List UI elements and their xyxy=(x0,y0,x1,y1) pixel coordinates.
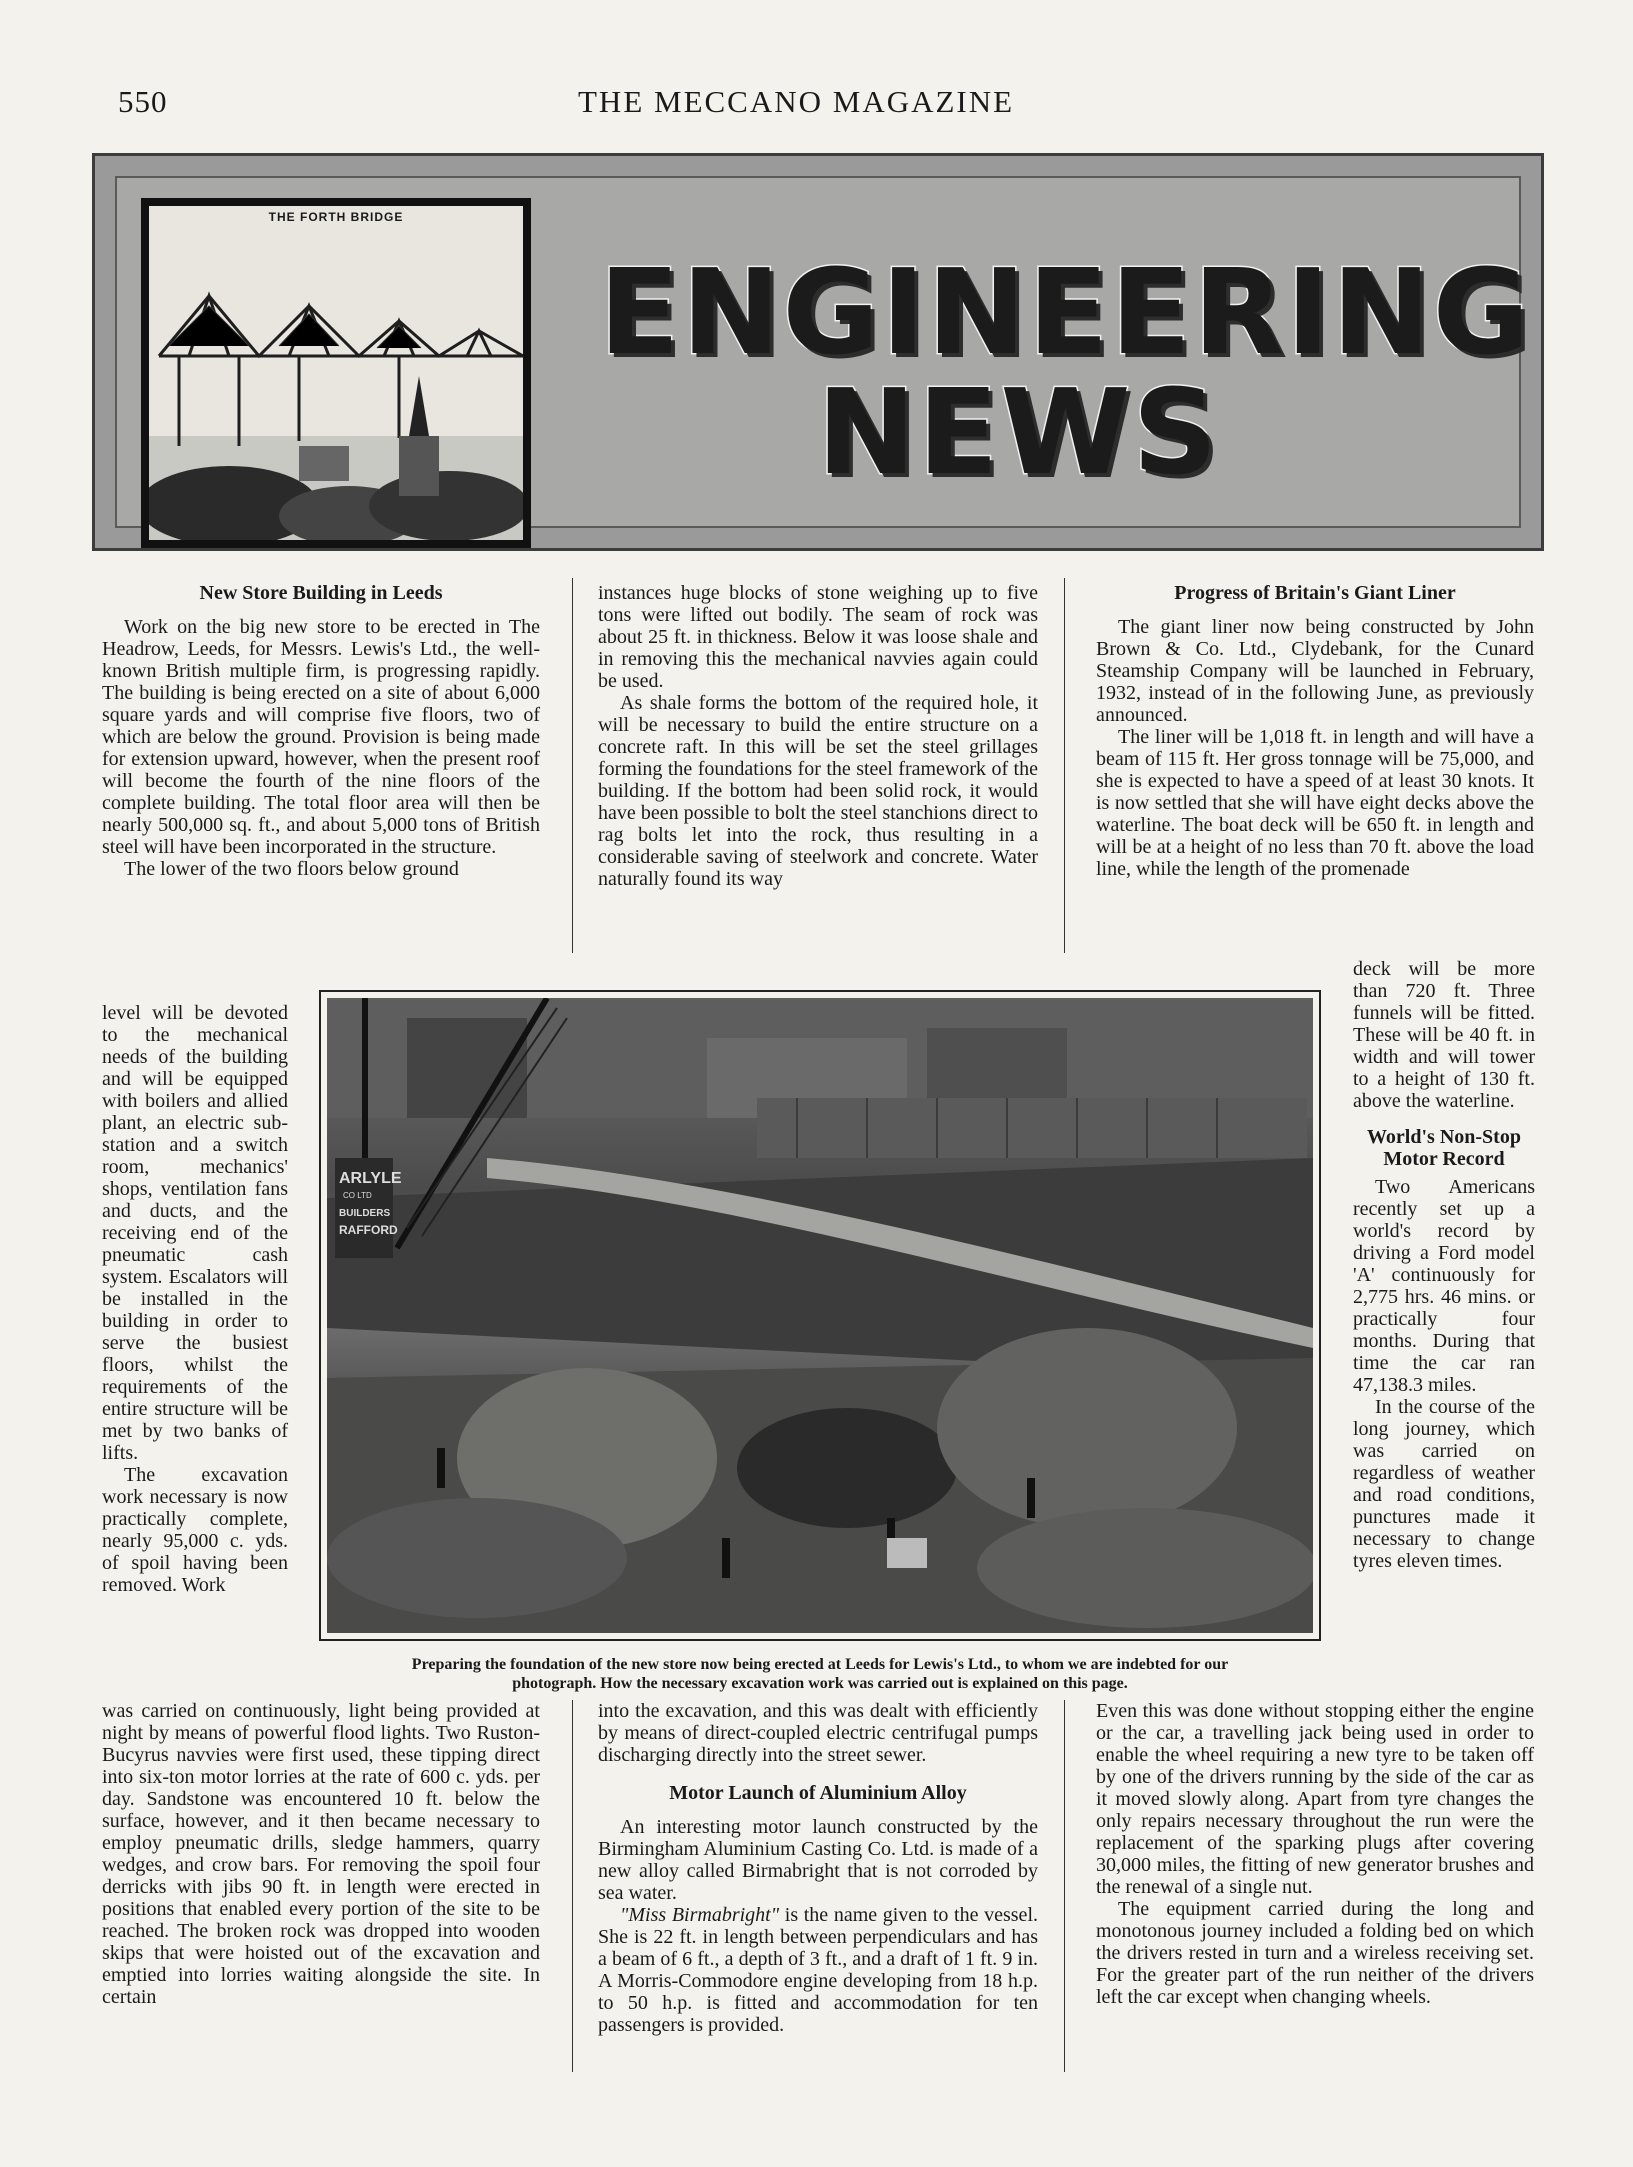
headline-news: NEWS xyxy=(817,363,1220,501)
paragraph xyxy=(598,1904,1038,2036)
caption-line: photograph. How the necessary excavation work was carried out is explained on this page. xyxy=(512,1675,1128,1692)
magazine-title: THE MECCANO MAGAZINE xyxy=(578,84,1015,119)
article-title-launch: Motor Launch of Aluminium Alloy xyxy=(669,1782,967,1804)
article-leeds-top xyxy=(102,582,540,880)
paragraph: Work on the big new store to be erected in The Headrow, Leeds, for Messrs. Lewis's Ltd., the well-known British multiple firm, is progressing rapidly. The building is being erected on a site of about 6,000 square yards and will comprise five floors, two of which are below the ground. Provision is being made for extension upward, however, when the present roof will become the fourth of the nine floors of the complete building. The total floor area will then be nearly 500,000 sq. ft., and about 5,000 tons of British steel will have been incorporated in the structure. xyxy=(102,616,540,858)
photo-caption xyxy=(320,1655,1320,1693)
article-leeds-col2 xyxy=(598,582,1038,890)
caption-line: Preparing the foundation of the new store now being erected at Leeds for Lewis's Ltd., to whom we are indebted for our xyxy=(411,1656,1229,1673)
excavation-photo-image xyxy=(327,998,1313,1633)
article-leeds-narrow xyxy=(102,1002,288,1596)
paragraph: Two Americans recently set up a world's record by driving a Ford model 'A' continuously for 2,775 hrs. 46 mins. or practically four months. During that time the car ran 47,138.3 miles. xyxy=(1353,1176,1535,1396)
paragraph: Even this was done without stopping either the engine or the car, a travelling jack being used in order to enable the wheel requiring a new tyre to be taken off by one of the drivers running by the side of the car as it moved slowly along. Apart from tyre changes the only repairs necessary throughout the run were the replacement of the sparking plugs after covering 30,000 miles, the fitting of new generator brushes and the renewal of a single nut. xyxy=(1096,1700,1534,1898)
forth-bridge-illustration xyxy=(141,198,531,548)
article-launch xyxy=(598,1700,1038,2036)
column-rule xyxy=(1064,1700,1065,2072)
article-motor-bottom xyxy=(1096,1700,1534,2008)
column-rule xyxy=(1064,578,1065,953)
column-rule xyxy=(572,578,573,953)
article-liner xyxy=(1096,582,1534,880)
paragraph: The excavation work necessary is now practically complete, nearly 95,000 c. yds. of spoil having been removed. Work xyxy=(102,1464,288,1596)
column-rule xyxy=(572,1700,573,2072)
paragraph: The giant liner now being constructed by John Brown & Co. Ltd., Clydebank, for the Cunard Steamship Company will be launched in February, 1932, instead of in the following June, as previously announced. xyxy=(1096,616,1534,726)
paragraph: deck will be more than 720 ft. Three funnels will be fitted. These will be 40 ft. in width and will tower to a height of 130 ft. above the waterline. xyxy=(1353,958,1535,1112)
engineering-news-banner xyxy=(92,153,1544,551)
paragraph: As shale forms the bottom of the required hole, it will be necessary to build the entire structure on a concrete raft. In this will be set the steel grillages forming the foundations for the steel framework of the building. If the bottom had been solid rock, it would have been possible to bolt the steel stanchions direct to rag bolts let into the rock, thus resulting in a considerable saving of steelwork and concrete. Water naturally found its way xyxy=(598,692,1038,890)
page-number: 550 xyxy=(118,84,168,119)
forth-bridge-picture xyxy=(149,206,523,540)
paragraph: The lower of the two floors below ground xyxy=(124,858,459,880)
paragraph: In the course of the long journey, which was carried on regardless of weather and road conditions, punctures made it necessary to change tyres eleven times. xyxy=(1353,1396,1535,1572)
paragraph: An interesting motor launch constructed by the Birmingham Aluminium Casting Co. Ltd. is made of a new alloy called Birmabright that is not corroded by sea water. xyxy=(598,1816,1038,1904)
paragraph: was carried on continuously, light being provided at night by means of powerful flood lights. Two Ruston-Bucyrus navvies were first used, these tipping direct into six-ton motor lorries at the rate of 600 c. yds. per day. Sandstone was encountered 10 ft. below the surface, however, and it then became necessary to employ pneumatic drills, sledge hammers, quarry wedges, and crow bars. For removing the spoil four derricks with jibs 90 ft. in length were erected in positions that enabled every portion of the site to be reached. The broken rock was dropped into wooden skips that were hoisted out of the excavation and emptied into lorries waiting alongside the site. In certain xyxy=(102,1700,540,2008)
forth-bridge-caption: THE FORTH BRIDGE xyxy=(268,210,404,224)
banner-panel xyxy=(115,176,1532,528)
sign-text: ARLYLE xyxy=(339,1170,402,1187)
sign-text: BUILDERS xyxy=(339,1208,391,1219)
excavation-scene xyxy=(327,998,1313,1633)
article-title-liner: Progress of Britain's Giant Liner xyxy=(1174,582,1456,604)
article-title-leeds: New Store Building in Leeds xyxy=(199,582,443,604)
paragraph: The liner will be 1,018 ft. in length and will have a beam of 115 ft. Her gross tonnage will be 75,000, and she is expected to have a speed of at least 30 knots. It is now settled that she will have eight decks above the waterline. The boat deck will be 650 ft. in length and will be at a height of no less than 70 ft. above the load line, while the length of the promenade xyxy=(1096,726,1534,880)
paragraph: instances huge blocks of stone weighing up to five tons were lifted out bodily. The seam of rock was about 25 ft. in thickness. Below it was loose shale and in removing this the mechanical navvies again could be used. xyxy=(598,582,1038,692)
sign-text: RAFFORD xyxy=(339,1223,398,1237)
excavation-photograph xyxy=(319,990,1321,1641)
title-line: World's Non-Stop xyxy=(1367,1126,1521,1148)
paragraph: level will be devoted to the mechanical needs of the building and will be equipped with boilers and allied plant, an electric sub-station and a switch room, mechanics' shops, ventilation fans and ducts, and the receiving end of the pneumatic cash system. Escalators will be installed in the building in order to serve the busiest floors, whilst the requirements of the entire structure will be met by two banks of lifts. xyxy=(102,1002,288,1464)
paragraph: The equipment carried during the long and monotonous journey included a folding bed on which the drivers rested in turn and a wireless receiving set. For the greater part of the run neither of the drivers left the car except when changing wheels. xyxy=(1096,1898,1534,2008)
bridge-drawing xyxy=(149,206,523,540)
title-line: Motor Record xyxy=(1383,1148,1505,1170)
vessel-name: "Miss Birmabright" xyxy=(620,1904,780,1926)
article-leeds-bottom xyxy=(102,1700,540,2008)
paragraph-text: is the name given to the vessel. She is 22 ft. in length between perpendiculars and has a beam of 6 ft., a depth of 3 ft., and a draft of 1 ft. 9 in. A Morris-Commodore engine developing from 18 h.p. to 50 h.p. is fitted and accommodation for ten passengers is provided. xyxy=(598,1904,1038,2036)
article-liner-motor-narrow xyxy=(1353,958,1535,1572)
sign-text: CO LTD xyxy=(343,1191,372,1200)
article-title-motor xyxy=(1353,1126,1535,1170)
paragraph: into the excavation, and this was dealt with efficiently by means of direct-coupled electric centrifugal pumps discharging directly into the street sewer. xyxy=(598,1700,1038,1766)
headline-engineering: ENGINEERING xyxy=(599,243,1532,381)
